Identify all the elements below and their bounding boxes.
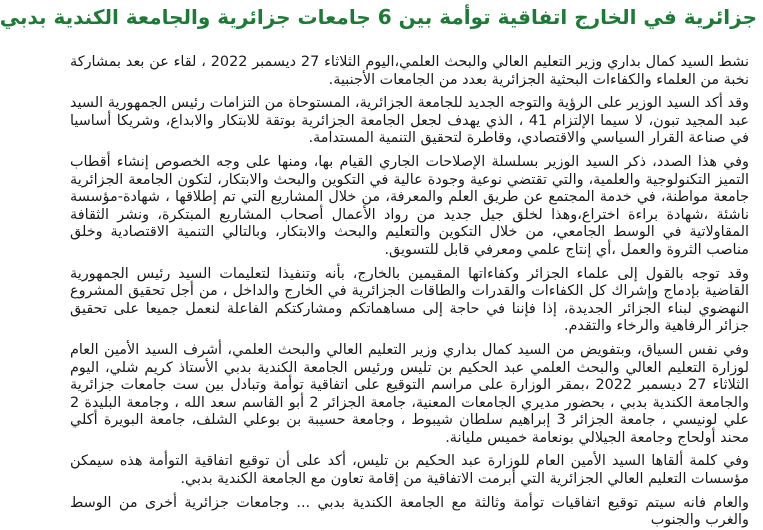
paragraph: وفي نفس السياق، وبتفويض من السيد كمال بداري وزير التعليم العالي والبحث العلمي، أشرف السيد الأمين العام لوزارة التعليم العالي والبحث العلمي عبد الحكيم بن تليس ورئيس الجامعة الكندية بدبي الأستاذ كريم شلي، اليوم الثلاثاء 27 ديسمبر 2022 ،بمقر الوزارة على مراسم التوقيع على اتفاقية توأمة وتبادل بين ست جامعات جزائرية والجامعة الكندية بدبي ، بحضور مديري الجامعات المعنية، جامعة الجزائر 2 أبو القاسم سعد الله ، وجامعة البليدة 2 علي لونيسي ، جامعة الجزائر 3 إبراهيم سلطان شيبوط ، وجامعة حسيبة بن بوعلي الشلف، جامعة البويرة أكلي محند أولحاج وجامعة الجيلالي بونعامة خميس مليانة. <box>70 341 749 446</box>
article-body <box>48 36 763 530</box>
paragraph: وقد توجه بالقول إلى علماء الجزائر وكفاءاتها المقيمين بالخارج، بأنه وتنفيذا لتعليمات السيد رئيس الجمهورية القاضية بإدماج وإشراك كل الكفاءات والقدرات والطاقات الجزائرية في الخارج والداخل ، من أجل تحقيق المشروع النهضوي لبناء الجزائر الجديدة، إذا فإننا في حاجة إلى مساهماتكم ومشاركتكم الفاعلة لنعمل جميعا على تحقيق جزائر الرفاهية والرخاء والتقدم. <box>70 265 749 335</box>
paragraph: والعام فانه سيتم توقيع اتفاقيات توأمة وثالثة مع الجامعة الكندية بدبي ... وجامعات جزائرية أخرى من الوسط والغرب والجنوب <box>70 494 749 529</box>
paragraph: نشط السيد كمال بداري وزير التعليم العالي والبحث العلمي،اليوم الثلاثاء 27 ديسمبر 2022 ، لقاء عن بعد بمشاركة نخبة من العلماء والكفاءات البحثية الجزائرية بعدد من الجامعات الأجنبية. <box>70 54 749 88</box>
article-title: جزائرية في الخارج اتفاقية توأمة بين 6 جامعات جزائرية والجامعة الكندية بدبي <box>0 5 757 29</box>
paragraph: وفي كلمة ألقاها السيد الأمين العام للوزارة عبد الحكيم بن تليس، أكد على أن توقيع اتفاقية التوأمة هذه سيمكن مؤسسات التعليم العالي الجزائرية التي أبرمت الاتفاقية من إقامة تعاون مع الجامعة الكندية بدبي. <box>70 453 749 488</box>
paragraph: وقد أكد السيد الوزير على الرؤية والتوجه الجديد للجامعة الجزائرية، المستوحاة من التزامات رئيس الجمهورية السيد عبد المجيد تبون، لا سيما الإلتزام 41 ، الذي يهدف لجعل الجامعة الجزائرية بوتقة للابتكار والابداع، وشريكا أساسيا في صناعة القرار السياسي والاقتصادي، وقاطرة لتحقيق التنمية المستدامة. <box>70 95 750 147</box>
paragraph: وفي هذا الصدد، ذكر السيد الوزير بسلسلة الإصلاحات الجاري القيام بها، ومنها على وجه الخصوص إنشاء أقطاب التميز التكنولوجية والعلمية، والتي تقتضي نوعية وجودة عالية في التكوين والبحث والابتكار، لتكون الجامعة الجزائرية جامعة مواطنة، في خدمة المجتمع عن طريق العلم والمعرفة، من خلال المشاريع التي تم إطلاقها ، شهادة-مؤسسة ناشئة ،شهادة براءة اختراع،وهذا لخلق جيل جديد من رواد الأعمال أصحاب المشاريع المبتكرة، ونشر الثقافة المقاولاتية في الوسط الجامعي، من خلال التكوين والتعليم والبحث والابتكار، وبالتالي التنمية الاقتصادية وخلق مناصب الثروة والعمل ،أي إنتاج علمي ومعرفي قابل للتسويق. <box>70 153 749 258</box>
